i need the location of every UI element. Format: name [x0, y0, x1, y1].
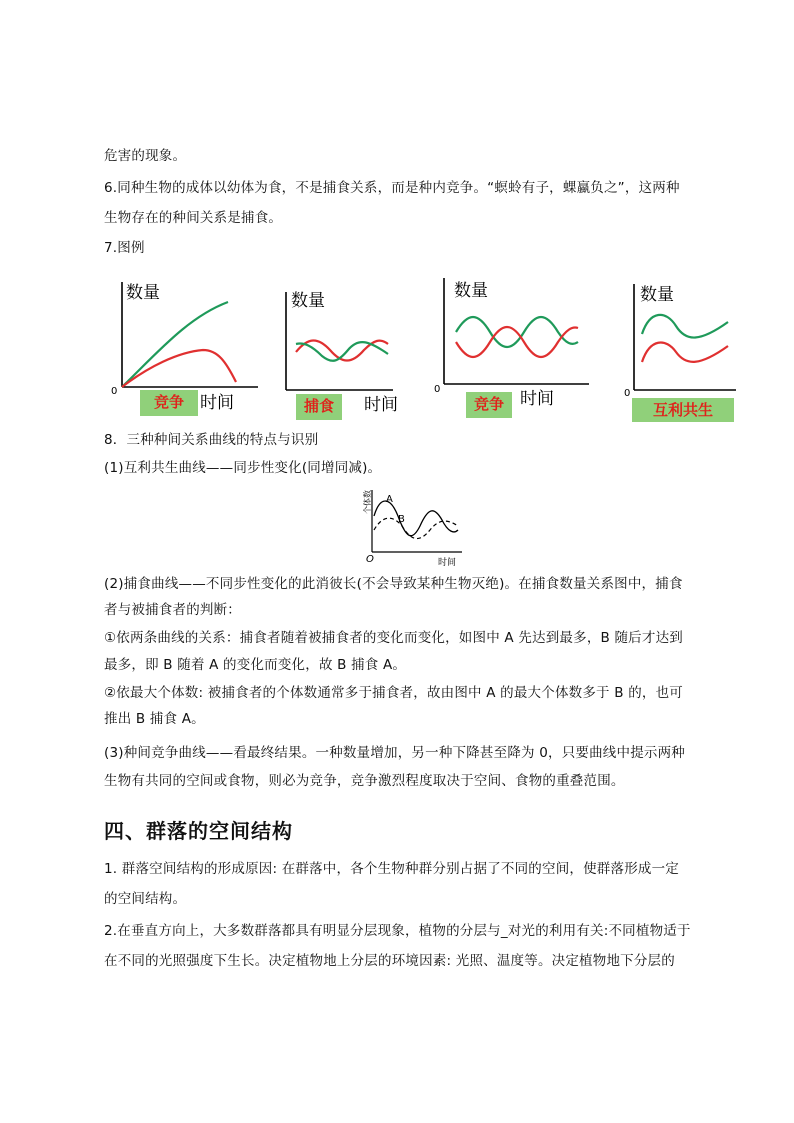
- figure-competition-2: [434, 272, 594, 422]
- text-line-1: 危害的现象。: [104, 148, 187, 164]
- tag-predation: 捕食: [296, 394, 342, 420]
- fig3-origin: 0: [434, 384, 441, 395]
- text-line-10: 最多，即 B 随着 A 的变化而变化，故 B 捕食 A。: [104, 657, 407, 673]
- small-label-b: B: [398, 514, 405, 525]
- figure-predation-small: [358, 486, 468, 568]
- text-line-12: 推出 B 捕食 A。: [104, 711, 205, 727]
- fig3-xlabel: 时间: [520, 389, 554, 409]
- small-label-a: A: [386, 494, 393, 505]
- text-line-8: 者与被捕食者的判断：: [104, 602, 241, 618]
- small-origin: O: [366, 554, 374, 565]
- text-line-11: ②依最大个体数: 被捕食者的个体数通常多于捕食者，故由图中 A 的最大个体数多于 B 的，也可: [104, 685, 684, 701]
- text-line-6: (1)互利共生曲线——同步性变化(同增同减)。: [104, 460, 382, 476]
- fig3-ylabel: 数量: [454, 281, 488, 301]
- fig4-ylabel: 数量: [640, 285, 674, 305]
- text-line-14: 生物有共同的空间或食物，则必为竞争，竞争激烈程度取决于空间、食物的重叠范围。: [104, 773, 625, 789]
- fig2-ylabel: 数量: [291, 291, 325, 311]
- tag-competition-2: 竞争: [466, 392, 512, 418]
- figure-competition-1: [108, 272, 268, 422]
- text-line-4: 7.图例: [104, 240, 145, 256]
- text-line-2: 6.同种生物的成体以幼体为食，不是捕食关系，而是种内竞争。“螟蛉有子，蜾蠃负之”，这两种: [104, 180, 680, 196]
- tag-mutualism: 互利共生: [632, 398, 734, 422]
- fig1-ylabel: 数量: [126, 283, 160, 303]
- text-line-5: 8．三种种间关系曲线的特点与识别: [104, 432, 319, 448]
- text-line-17: 2.在垂直方向上，大多数群落都具有明显分层现象，植物的分层与_对光的利用有关:不同植物适于: [104, 923, 691, 939]
- fig1-origin: 0: [111, 386, 118, 397]
- text-line-3: 生物存在的种间关系是捕食。: [104, 210, 283, 226]
- fig4-origin: 0: [624, 388, 631, 399]
- text-line-9: ①依两条曲线的关系：捕食者随着被捕食者的变化而变化，如图中 A 先达到最多，B 随后才达到: [104, 630, 683, 646]
- small-xlabel: 时间: [438, 558, 457, 568]
- text-line-18: 在不同的光照强度下生长。决定植物地上分层的环境因素: 光照、温度等。决定植物地下分层的: [104, 953, 675, 969]
- text-line-7: (2)捕食曲线——不同步性变化的此消彼长(不会导致某种生物灭绝)。在捕食数量关系图中，捕食: [104, 576, 683, 592]
- section-heading: 四、群落的空间结构: [104, 819, 293, 843]
- small-ylabel: 个体数: [363, 490, 372, 514]
- figure-mutualism: [624, 276, 744, 422]
- text-line-13: (3)种间竞争曲线——看最终结果。一种数量增加，另一种下降甚至降为 0，只要曲线中提示两种: [104, 745, 686, 761]
- tag-competition-1: 竞争: [140, 390, 198, 416]
- fig2-xlabel: 时间: [364, 395, 398, 415]
- figure-predation: [278, 282, 398, 422]
- fig1-xlabel: 时间: [200, 393, 234, 413]
- text-line-15: 1. 群落空间结构的形成原因: 在群落中，各个生物种群分别占据了不同的空间，使群落形成一定: [104, 861, 680, 877]
- text-line-16: 的空间结构。: [104, 891, 187, 907]
